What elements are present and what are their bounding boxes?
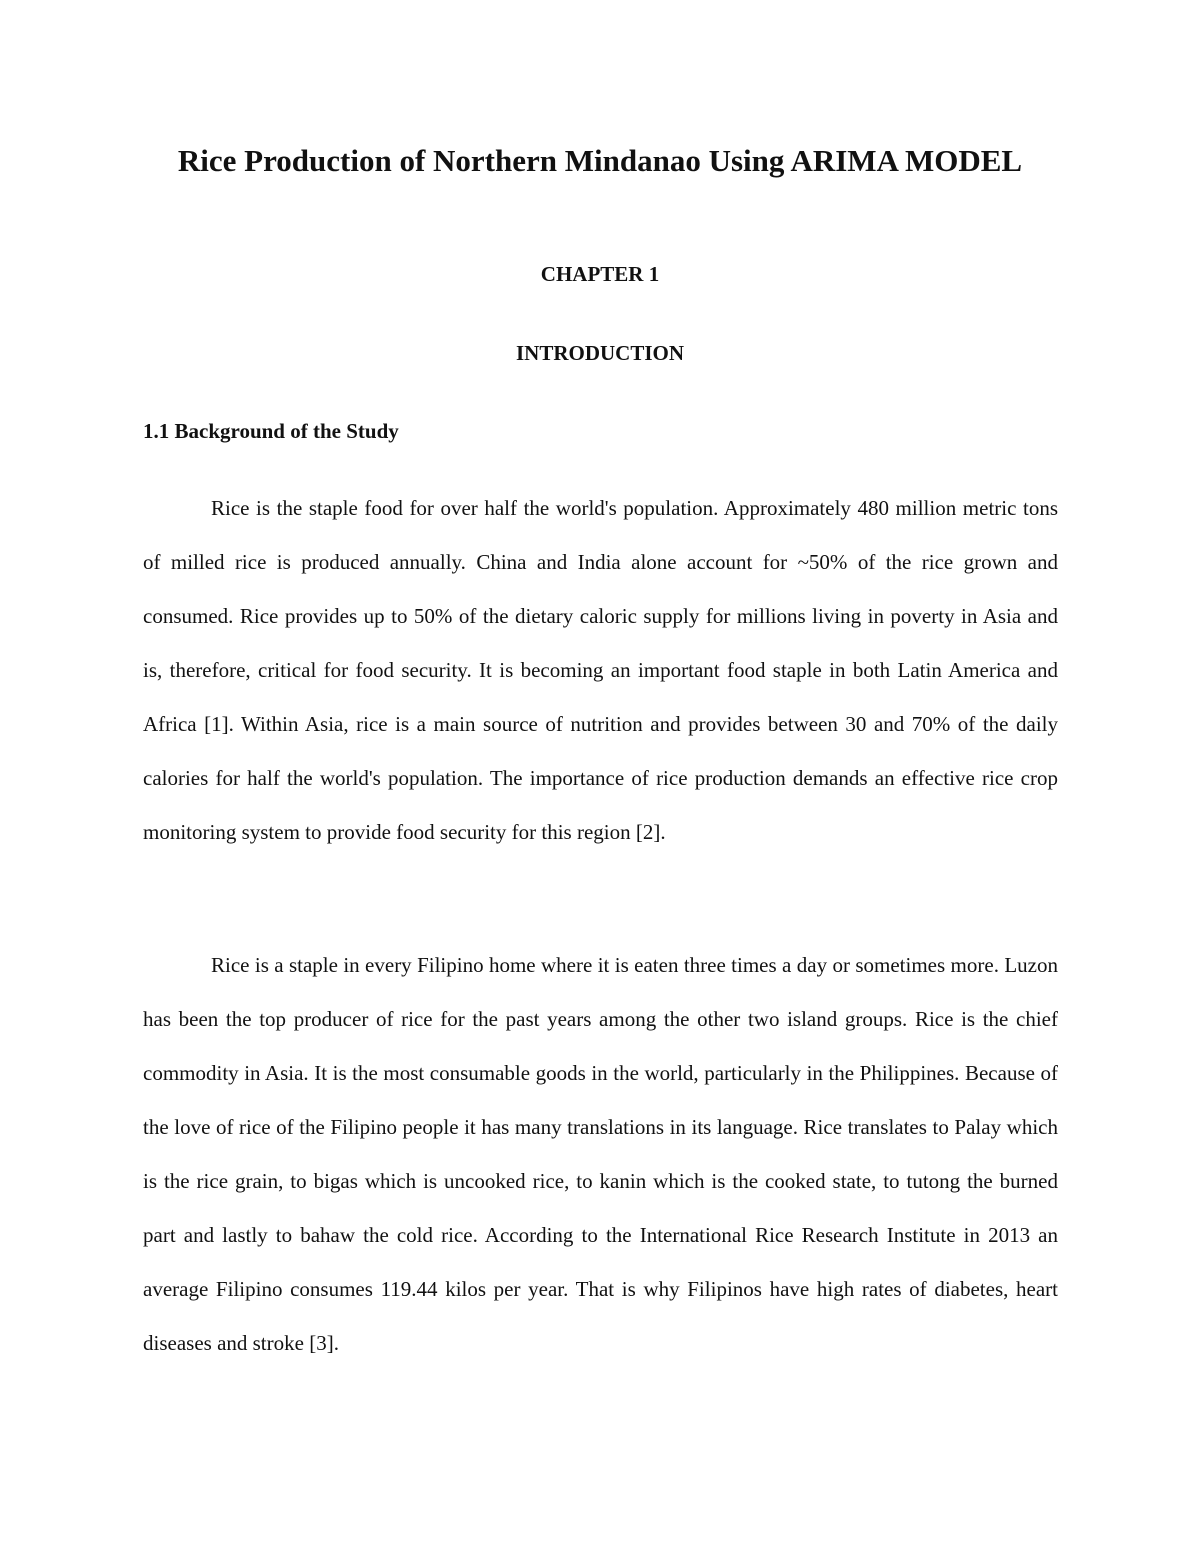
body-paragraph: Rice is a staple in every Filipino home where it is eaten three times a day or sometimes more. Luzon has been the top producer of rice for the past years among the other two island groups. Rice is the chief commodity in Asia. It is the most consumable goods in the world, particularly in the Philippines. Because of the love of rice of the Filipino people it has many translations in its language. Rice translates to Palay which is the rice grain, to bigas which is uncooked rice, to kanin which is the cooked state, to tutong the burned part and lastly to bahaw the cold rice. According to the International Rice Research Institute in 2013 an average Filipino consumes 119.44 kilos per year. That is why Filipinos have high rates of diabetes, heart diseases and stroke [3].: [143, 953, 1058, 1355]
section-heading: 1.1 Background of the Study: [143, 419, 399, 443]
chapter-title: INTRODUCTION: [515, 341, 685, 365]
document-title: Rice Production of Northern Mindanao Using ARIMA MODEL: [177, 143, 1023, 178]
chapter-number: CHAPTER 1: [540, 262, 660, 286]
body-paragraph: Rice is the staple food for over half the world's population. Approximately 480 million metric tons of milled rice is produced annually. China and India alone account for ~50% of the rice grown and consumed. Rice provides up to 50% of the dietary caloric supply for millions living in poverty in Asia and is, therefore, critical for food security. It is becoming an important food staple in both Latin America and Africa [1]. Within Asia, rice is a main source of nutrition and provides between 30 and 70% of the daily calories for half the world's population. The importance of rice production demands an effective rice crop monitoring system to provide food security for this region [2].: [143, 496, 1058, 844]
